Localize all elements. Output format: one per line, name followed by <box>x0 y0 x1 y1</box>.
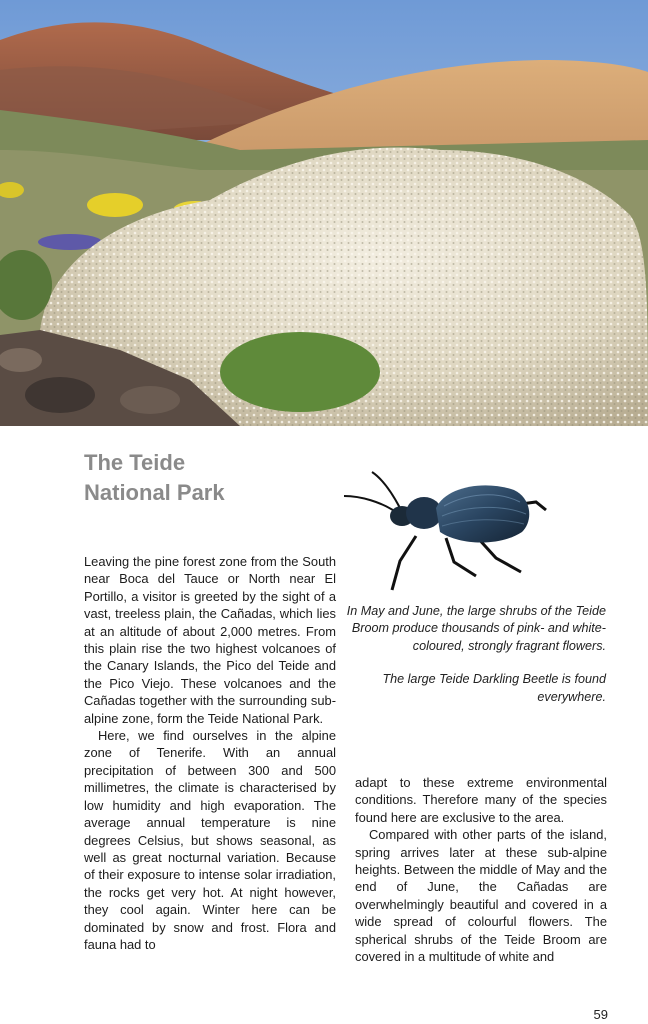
body-paragraph-3: adapt to these extreme environmental conditions. Therefore many of the species found here are exclusive to the area. <box>355 775 607 825</box>
beetle-image <box>336 466 556 596</box>
title-line-2: National Park <box>84 480 225 505</box>
body-paragraph-1: Leaving the pine forest zone from the South near Boca del Tauce or North near El Portillo, a visitor is greeted by the sight of a vast, treeless plain, the Cañadas, which lies at an altitude of about 2,000 metres. From this plain rise the two highest volcanoes of the Canary Islands, the Pico del Teide and the Pico Viejo. These volcanoes and the Cañadas together with the surrounding sub-alpine zone, form the Teide National Park. <box>84 554 336 726</box>
teide-landscape-image <box>0 0 648 426</box>
photo-captions <box>346 603 606 706</box>
title-line-1: The Teide <box>84 450 186 475</box>
page-title <box>84 448 225 508</box>
page-number: 59 <box>593 1007 608 1022</box>
header-photo <box>0 0 648 426</box>
caption-beetle: The large Teide Darkling Beetle is found everywhere. <box>382 672 606 704</box>
body-paragraph-4: Compared with other parts of the island, spring arrives later at these sub-alpine heights. Between the middle of May and the end of June, the Cañadas are overwhelmingly beautiful and covered in a wide spread of colourful flowers. The spherical shrubs of the Teide Broom are covered in a multitude of white and <box>355 827 607 965</box>
text-column-left <box>84 553 336 953</box>
body-paragraph-2: Here, we find ourselves in the alpine zone of Tenerife. With an annual precipitation of between 300 and 500 millimetres, the climate is characterised by low humidity and high evaporation. The average annual temperature is nine degrees Celsius, but shows seasonal, as well as great nocturnal variation. Because of their exposure to intense solar irradiation, the rocks get very hot. At night however, they cool again. Winter here can be dominated by snow and frost. Flora and fauna had to <box>84 728 336 952</box>
text-column-right <box>355 774 607 965</box>
darkling-beetle-icon <box>336 466 556 596</box>
caption-broom: In May and June, the large shrubs of the Teide Broom produce thousands of pink- and white-coloured, strongly fragrant flowers. <box>346 604 606 653</box>
